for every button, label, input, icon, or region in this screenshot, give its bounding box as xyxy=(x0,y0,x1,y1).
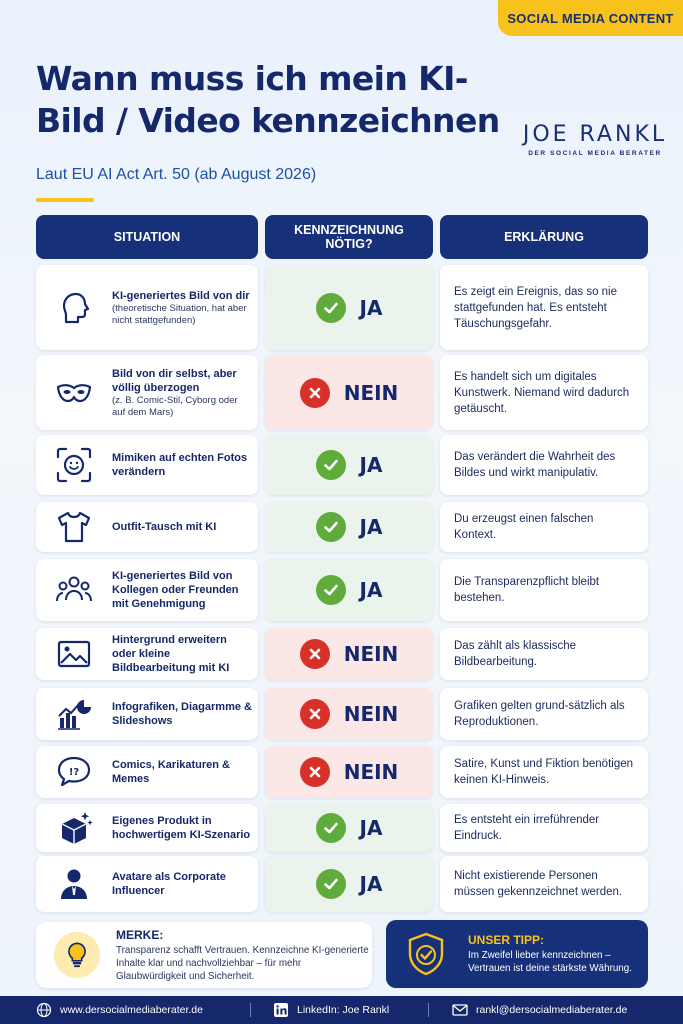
lightbulb-icon xyxy=(54,932,100,978)
situation-title: KI-generiertes Bild von dir xyxy=(112,289,250,302)
check-icon xyxy=(322,819,340,837)
shield-check-icon xyxy=(396,932,456,976)
table-row xyxy=(36,559,648,621)
svg-text:!?: !? xyxy=(68,767,80,778)
tipp-text: Im Zweifel lieber kennzeichnen – Vertrauen ist deine stärkste Währung. xyxy=(468,950,632,974)
table-row xyxy=(36,804,648,852)
labeling-required-cell xyxy=(265,746,433,798)
cross-icon xyxy=(306,645,324,663)
table-row xyxy=(36,628,648,680)
check-icon xyxy=(322,299,340,317)
verdict-label: JA xyxy=(359,816,383,840)
column-header-need: KENNZEICHNUNG NÖTIG? xyxy=(265,215,433,259)
labeling-required-cell xyxy=(265,628,433,680)
social-media-content-badge: SOCIAL MEDIA CONTENT xyxy=(498,0,683,36)
page-title: Wann muss ich mein KI-Bild / Video kennzeichnen xyxy=(36,59,500,140)
footer-bar xyxy=(0,996,683,1024)
verdict-label: JA xyxy=(359,578,383,602)
situation-text xyxy=(112,814,258,842)
check-icon xyxy=(322,875,340,893)
explanation-cell: Das zählt als klassische Bildbearbeitung. xyxy=(440,628,648,680)
labeling-required-cell xyxy=(265,559,433,621)
situation-cell xyxy=(36,559,258,621)
verdict-label: JA xyxy=(359,872,383,896)
cross-icon xyxy=(306,705,324,723)
linkedin-icon xyxy=(273,1002,289,1018)
situation-title: Eigenes Produkt in hochwertigem KI-Szenario xyxy=(112,815,251,841)
table-row xyxy=(36,265,648,350)
page-subtitle: Laut EU AI Act Art. 50 (ab August 2026) xyxy=(36,166,317,183)
situation-note: (z. B. Comic-Stil, Cyborg oder auf dem Mars) xyxy=(112,394,238,418)
table-row xyxy=(36,856,648,912)
verdict-label: NEIN xyxy=(343,380,399,405)
tipp-box xyxy=(386,920,648,988)
yes-badge xyxy=(316,869,346,899)
yes-badge xyxy=(316,813,346,843)
tipp-title: UNSER TIPP: xyxy=(468,933,545,947)
situation-cell xyxy=(36,265,258,350)
verdict-label: JA xyxy=(359,515,383,539)
brand-logo xyxy=(520,122,670,157)
table-row xyxy=(36,688,648,740)
table-row xyxy=(36,435,648,495)
labeling-required-cell xyxy=(265,355,433,430)
merke-text: Transparenz schafft Vertrauen. Kennzeichne KI-generierte Inhalte klar und nachvollziehbar – für mehr Glaubwürdigkeit und Sicherheit. xyxy=(116,944,369,982)
labeling-required-cell xyxy=(265,435,433,495)
footer-linkedin[interactable] xyxy=(273,996,389,1024)
merke-box xyxy=(36,922,372,988)
no-badge xyxy=(300,378,330,408)
no-badge xyxy=(300,699,330,729)
email-link[interactable]: rankl@dersocialmediaberater.de xyxy=(476,1004,628,1016)
title-underline xyxy=(36,198,94,202)
situation-note: (theoretische Situation, hat aber nicht stattgefunden) xyxy=(112,302,247,326)
situation-title: Outfit-Tausch mit KI xyxy=(112,521,217,533)
logo-tagline: DER SOCIAL MEDIA BERATER xyxy=(528,150,662,157)
check-icon xyxy=(322,581,340,599)
yes-badge xyxy=(316,575,346,605)
situation-title: Hintergrund erweitern oder kleine Bildbearbeitung mit KI xyxy=(112,634,230,674)
situation-title: Mimiken auf echten Fotos verändern xyxy=(112,452,248,478)
check-icon xyxy=(322,456,340,474)
situation-cell xyxy=(36,355,258,430)
column-header-explanation: ERKLÄRUNG xyxy=(440,215,648,259)
yes-badge xyxy=(316,512,346,542)
explanation-cell: Satire, Kunst und Fiktion benötigen keinen KI-Hinweis. xyxy=(440,746,648,798)
explanation-cell: Die Transparenzpflicht bleibt bestehen. xyxy=(440,559,648,621)
head-profile-icon xyxy=(36,288,112,328)
table-row xyxy=(36,502,648,552)
mask-icon xyxy=(36,373,112,413)
situation-cell xyxy=(36,435,258,495)
explanation-cell: Es handelt sich um digitales Kunstwerk. Niemand wird dadurch getäuscht. xyxy=(440,355,648,430)
column-header-situation: SITUATION xyxy=(36,215,258,259)
labeling-required-cell xyxy=(265,688,433,740)
explanation-cell: Du erzeugst einen falschen Kontext. xyxy=(440,502,648,552)
explanation-cell: Es zeigt ein Ereignis, das so nie stattgefunden hat. Es entsteht Täuschungsgefahr. xyxy=(440,265,648,350)
situation-cell xyxy=(36,628,258,680)
situation-text xyxy=(112,870,258,898)
linkedin-link[interactable]: LinkedIn: Joe Rankl xyxy=(297,1004,390,1016)
check-icon xyxy=(322,518,340,536)
situation-title: Comics, Karikaturen & Memes xyxy=(112,759,230,785)
situation-cell xyxy=(36,746,258,798)
group-icon xyxy=(36,570,112,610)
footer-divider xyxy=(250,1003,251,1017)
chart-icon xyxy=(36,694,112,734)
tshirt-icon xyxy=(36,507,112,547)
situation-title: KI-generiertes Bild von Kollegen oder Freunden mit Genehmigung xyxy=(112,570,239,610)
situation-cell xyxy=(36,804,258,852)
situation-cell xyxy=(36,688,258,740)
explanation-cell: Es entsteht ein irreführender Eindruck. xyxy=(440,804,648,852)
website-link[interactable]: www.dersocialmediaberater.de xyxy=(60,1004,203,1016)
envelope-icon xyxy=(452,1002,468,1018)
verdict-label: NEIN xyxy=(343,760,399,784)
no-badge xyxy=(300,757,330,787)
verdict-label: JA xyxy=(359,295,383,320)
situation-cell xyxy=(36,502,258,552)
situation-text xyxy=(112,367,258,419)
verdict-label: JA xyxy=(359,453,383,477)
labeling-required-cell xyxy=(265,265,433,350)
labeling-required-cell xyxy=(265,804,433,852)
avatar-icon xyxy=(36,864,112,904)
footer-email[interactable] xyxy=(452,996,627,1024)
situation-text xyxy=(112,289,258,327)
table-row xyxy=(36,355,648,430)
merke-title: MERKE: xyxy=(116,927,164,942)
yes-badge xyxy=(316,450,346,480)
situation-text xyxy=(112,633,258,675)
cross-icon xyxy=(306,763,324,781)
situation-cell xyxy=(36,856,258,912)
explanation-cell: Das verändert die Wahrheit des Bildes und wirkt manipulativ. xyxy=(440,435,648,495)
box-sparkle-icon xyxy=(36,808,112,848)
labeling-required-cell xyxy=(265,856,433,912)
situation-title: Bild von dir selbst, aber völlig überzogen xyxy=(112,367,237,394)
speech-bubble-icon xyxy=(36,752,112,792)
globe-icon xyxy=(36,1002,52,1018)
verdict-label: NEIN xyxy=(343,642,399,666)
situation-text xyxy=(112,758,258,786)
situation-text xyxy=(112,700,258,728)
labeling-required-cell xyxy=(265,502,433,552)
footer-divider xyxy=(428,1003,429,1017)
situation-text xyxy=(112,569,258,611)
logo-name: JOE RANKL xyxy=(522,122,668,147)
yes-badge xyxy=(316,293,346,323)
image-icon xyxy=(36,634,112,674)
no-badge xyxy=(300,639,330,669)
face-scan-icon xyxy=(36,445,112,485)
situation-text xyxy=(112,451,258,479)
situation-text xyxy=(112,520,222,534)
table-row xyxy=(36,746,648,798)
situation-title: Avatare als Corporate Influencer xyxy=(112,871,226,897)
cross-icon xyxy=(306,384,324,402)
footer-website[interactable] xyxy=(36,996,203,1024)
explanation-cell: Grafiken gelten grund-sätzlich als Reproduktionen. xyxy=(440,688,648,740)
verdict-label: NEIN xyxy=(343,702,399,726)
explanation-cell: Nicht existierende Personen müssen gekennzeichnet werden. xyxy=(440,856,648,912)
situation-title: Infografiken, Diagarmme & Slideshows xyxy=(112,701,252,727)
